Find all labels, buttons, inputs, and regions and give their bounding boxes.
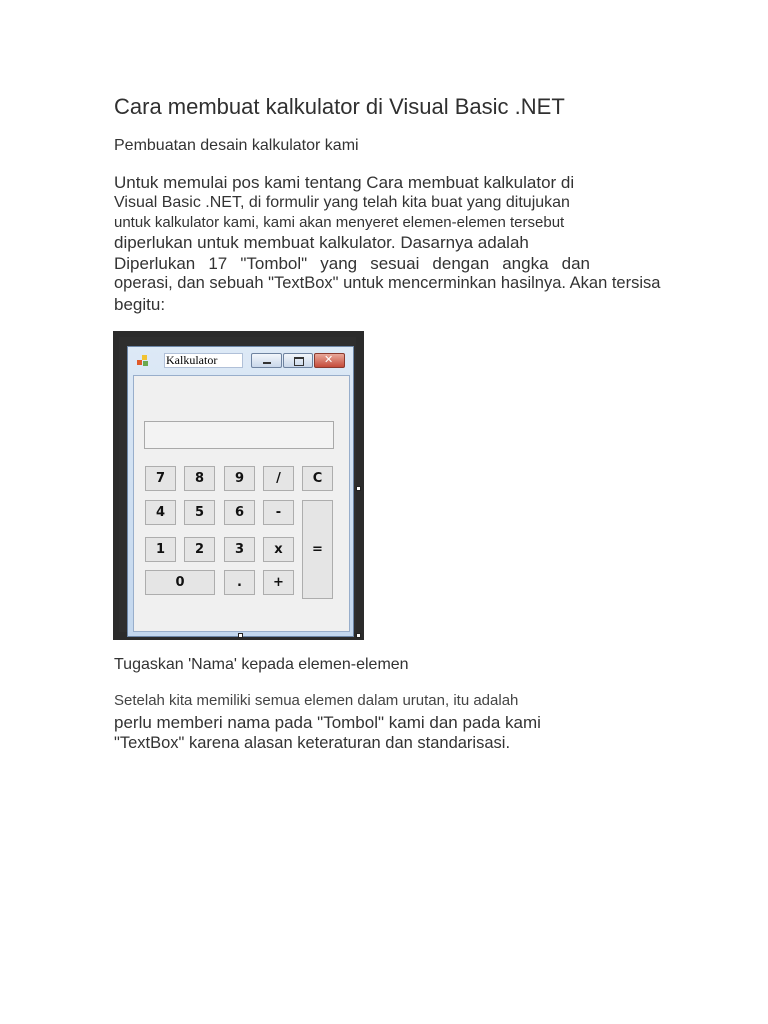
button-equals[interactable]: = — [302, 500, 333, 599]
button-divide[interactable]: / — [263, 466, 294, 491]
maximize-button[interactable] — [283, 353, 313, 368]
section-heading-naming: Tugaskan 'Nama' kepada elemen-elemen — [114, 656, 409, 673]
app-icon — [137, 355, 149, 366]
button-multiply[interactable]: x — [263, 537, 294, 562]
button-4[interactable]: 4 — [145, 500, 176, 525]
button-subtract[interactable]: - — [263, 500, 294, 525]
paragraph-line: Diperlukan 17 "Tombol" yang sesuai dengan angka dan — [114, 254, 590, 273]
paragraph-line: operasi, dan sebuah "TextBox" untuk mencerminkan hasilnya. Akan tersisa — [114, 274, 661, 292]
paragraph-line: Visual Basic .NET, di formulir yang telah kita buat yang ditujukan — [114, 194, 570, 211]
section-heading-design: Pembuatan desain kalkulator kami — [114, 137, 359, 154]
minimize-icon — [263, 362, 271, 364]
button-1[interactable]: 1 — [145, 537, 176, 562]
resize-handle-bottom[interactable] — [238, 633, 243, 638]
button-decimal[interactable]: . — [224, 570, 255, 595]
page-title: Cara membuat kalkulator di Visual Basic .NET — [114, 94, 565, 119]
paragraph-line: perlu memberi nama pada "Tombol" kami dan pada kami — [114, 713, 541, 732]
paragraph-line: "TextBox" karena alasan keteraturan dan standarisasi. — [114, 734, 511, 752]
button-2[interactable]: 2 — [184, 537, 215, 562]
button-clear[interactable]: C — [302, 466, 333, 491]
resize-handle-corner[interactable] — [356, 633, 361, 638]
resize-handle-right[interactable] — [356, 486, 361, 491]
close-icon: ✕ — [324, 353, 334, 366]
maximize-icon — [294, 357, 304, 366]
paragraph-line: begitu: — [114, 295, 166, 314]
button-add[interactable]: + — [263, 570, 294, 595]
minimize-button[interactable] — [251, 353, 282, 368]
paragraph-line: Setelah kita memiliki semua elemen dalam urutan, itu adalah — [114, 692, 519, 709]
close-button[interactable] — [314, 353, 345, 368]
button-3[interactable]: 3 — [224, 537, 255, 562]
button-6[interactable]: 6 — [224, 500, 255, 525]
button-0[interactable]: 0 — [145, 570, 215, 595]
button-5[interactable]: 5 — [184, 500, 215, 525]
result-textbox[interactable] — [144, 421, 334, 449]
window-title: Kalkulator — [164, 353, 243, 368]
paragraph-line: diperlukan untuk membuat kalkulator. Dasarnya adalah — [114, 233, 529, 252]
paragraph-line: Untuk memulai pos kami tentang Cara membuat kalkulator di — [114, 173, 575, 192]
button-8[interactable]: 8 — [184, 466, 215, 491]
button-7[interactable]: 7 — [145, 466, 176, 491]
calculator-window — [127, 346, 354, 637]
button-9[interactable]: 9 — [224, 466, 255, 491]
paragraph-line: untuk kalkulator kami, kami akan menyeret elemen-elemen tersebut — [114, 214, 565, 231]
calculator-form-screenshot — [113, 331, 364, 640]
